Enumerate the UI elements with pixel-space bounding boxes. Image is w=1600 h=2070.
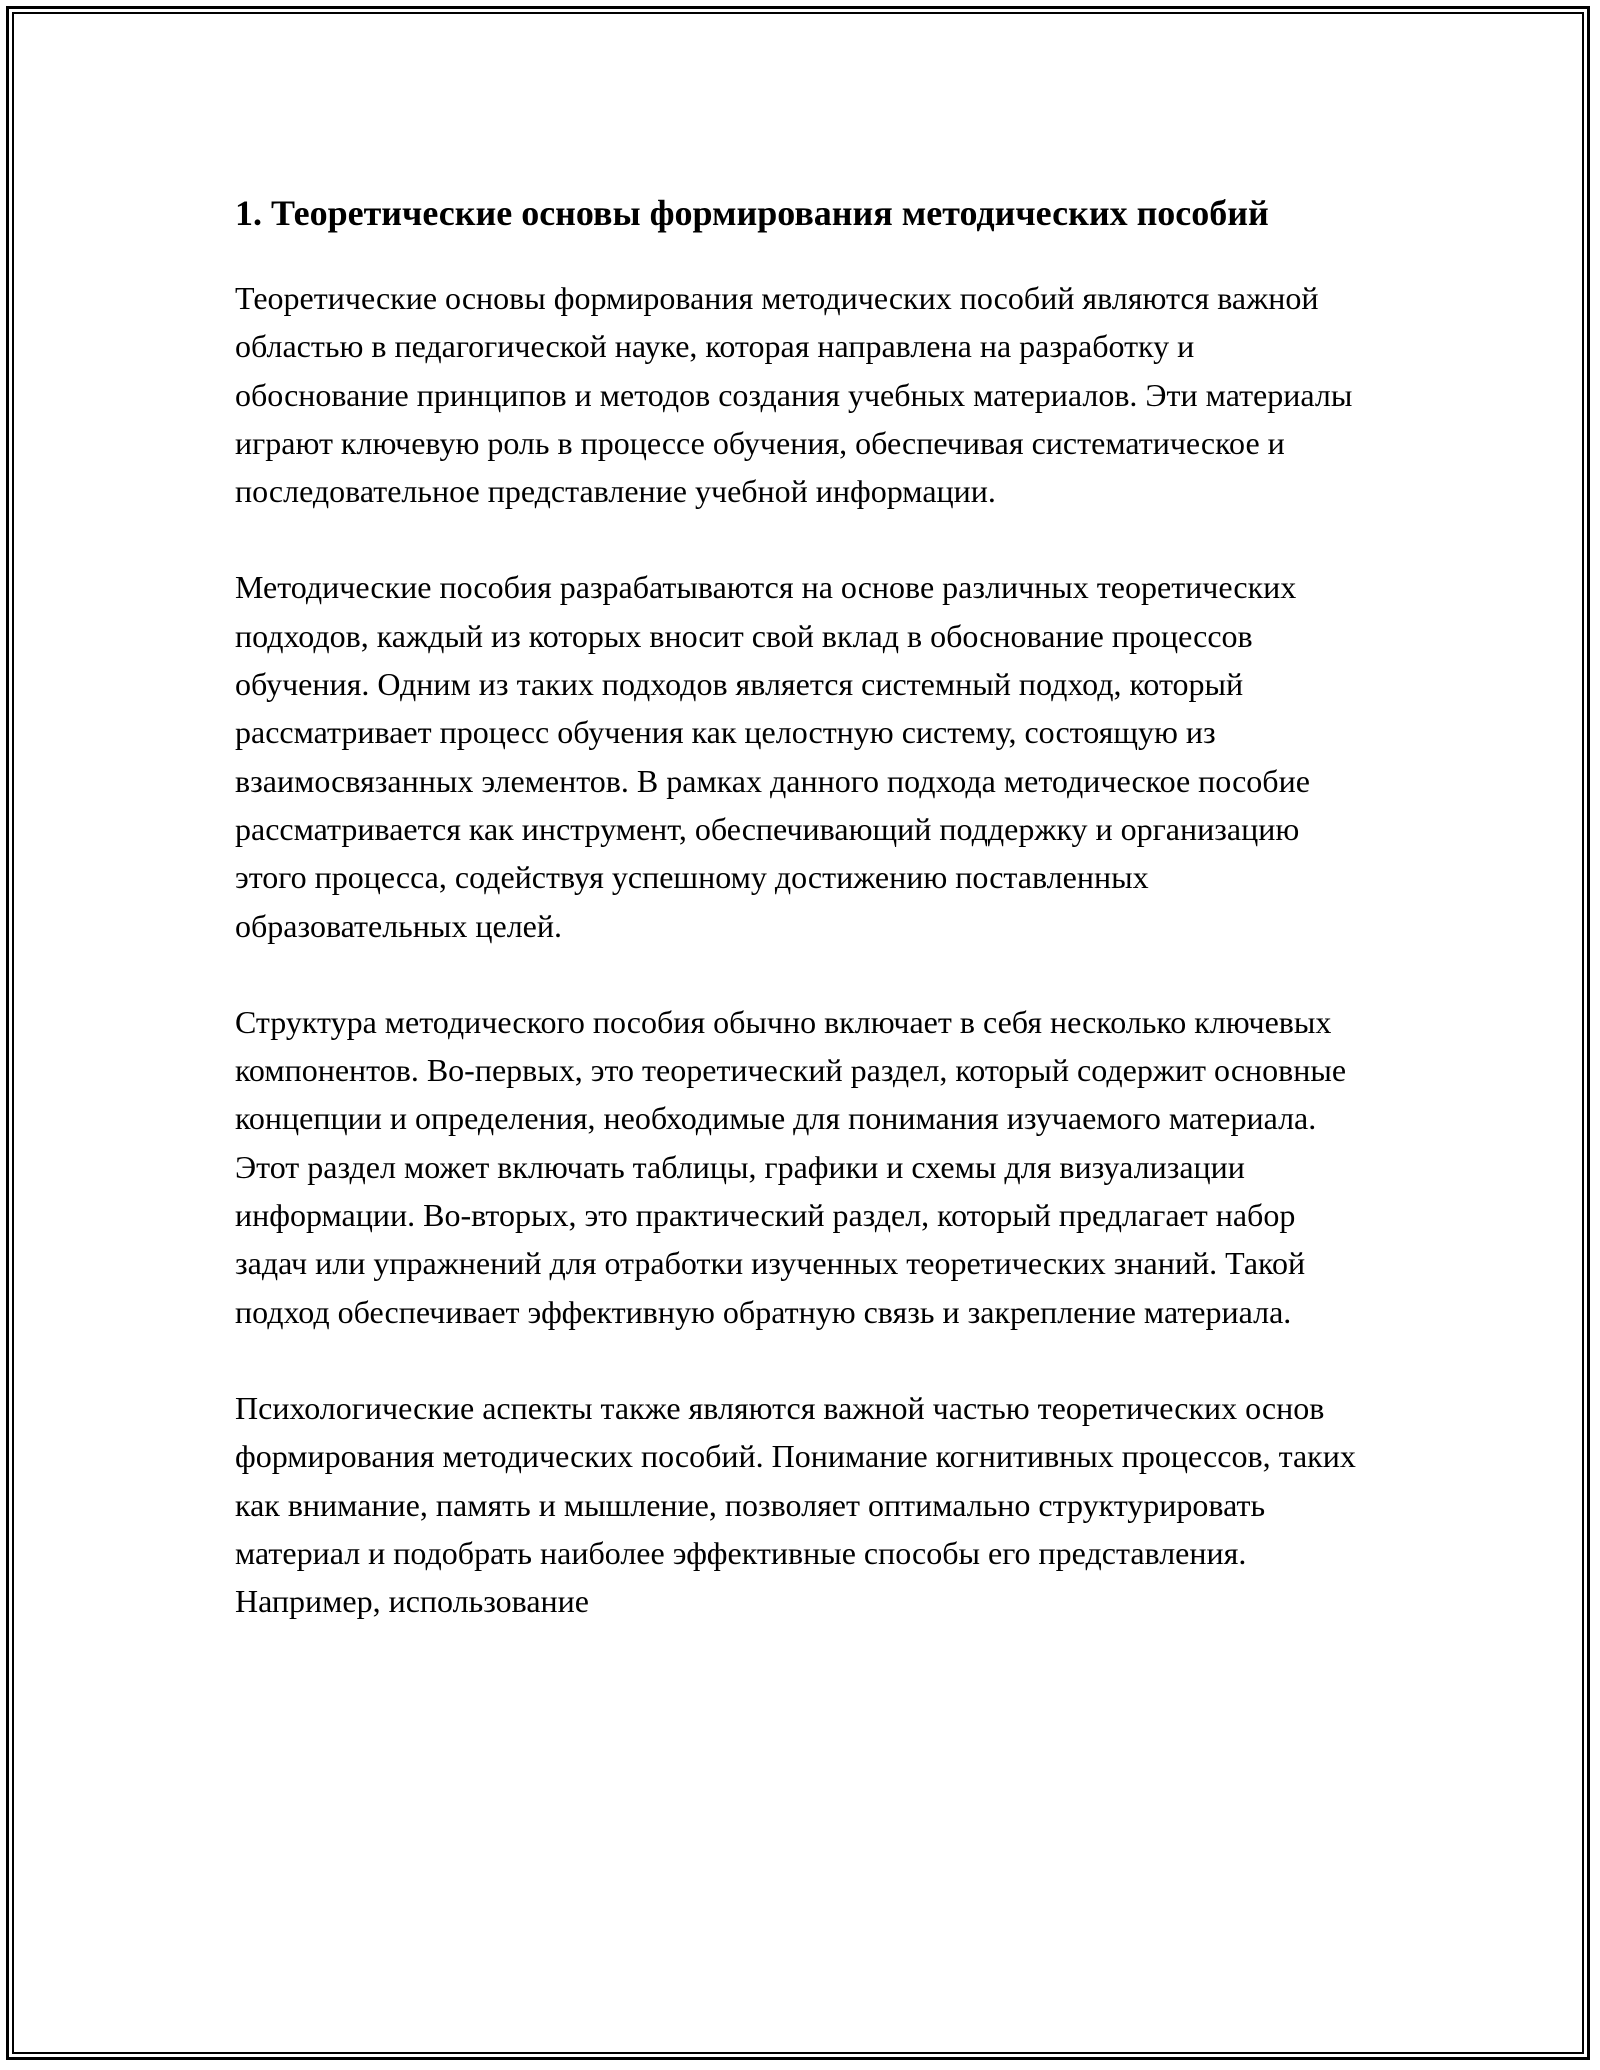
paragraph-1: Теоретические основы формирования методических пособий являются важной областью в педагогической науке, которая направлена на разработку и обоснование принципов и методов создания учебных материалов. Эти материалы играют ключевую роль в процессе обучения, обеспечивая систематическое и последовательное представление учебной информации. xyxy=(235,280,1353,510)
document-body xyxy=(235,186,1370,1625)
paragraph-2: Методические пособия разрабатываются на основе различных теоретических подходов, каждый из которых вносит свой вклад в обоснование процессов обучения. Одним из таких подходов является системный подход, который рассматривает процесс обучения как целостную систему, состоящую из взаимосвязанных элементов. В рамках данного подхода методическое пособие рассматривается как инструмент, обеспечивающий поддержку и организацию этого процесса, содействуя успешному достижению поставленных образовательных целей. xyxy=(235,569,1310,944)
paragraph-3: Структура методического пособия обычно включает в себя несколько ключевых компонентов. Во-первых, это теоретический раздел, который содержит основные концепции и определения, необходимые для понимания изучаемого материала. Этот раздел может включать таблицы, графики и схемы для визуализации информации. Во-вторых, это практический раздел, который предлагает набор задач или упражнений для отработки изученных теоретических знаний. Такой подход обеспечивает эффективную обратную связь и закрепление материала. xyxy=(235,1003,1347,1330)
paragraph-4: Психологические аспекты также являются важной частью теоретических основ формирования методических пособий. Понимание когнитивных процессов, таких как внимание, память и мышление, позволяет оптимально структурировать материал и подобрать наиболее эффективные способы его представления. Например, использование xyxy=(235,1389,1356,1620)
section-title: 1. Теоретические основы формирования методических пособий xyxy=(235,193,1269,233)
